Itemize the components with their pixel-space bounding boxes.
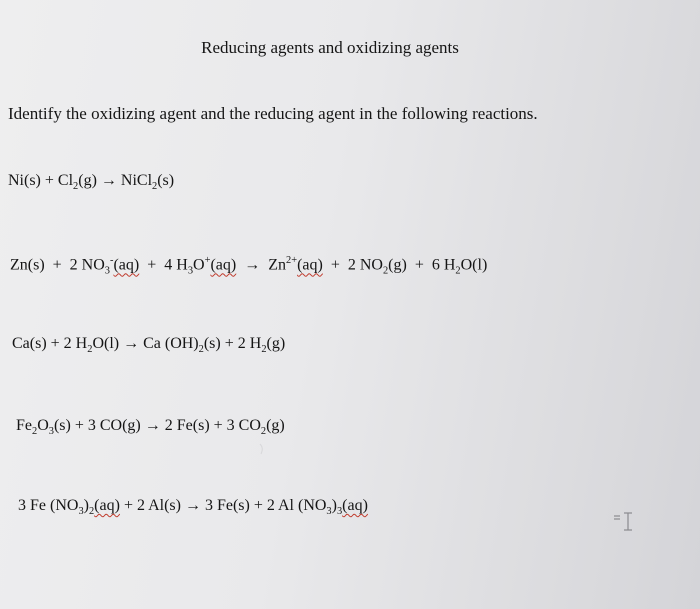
stray-pen-mark bbox=[258, 442, 268, 456]
instruction-text: Identify the oxidizing agent and the reducing agent in the following reactions. bbox=[8, 104, 538, 123]
equation-1: $Ni(s) + Cl_2(g)$ → NiCl$_2$(s) bbox=[8, 172, 175, 193]
equation-3: Ca(s) + 2 $H_2O(l) \to Ca$ $(OH)_2(s) + 2$ $H_2(g)$ bbox=[12, 335, 286, 356]
page-title: Reducing agents and oxidizing agents bbox=[201, 38, 459, 57]
equation-5: 3 Fe $(NO_3)_2(aq) + 2$ Al(s) → 3 Fe(s) + 2 Al $(NO_3)_3(aq)$ bbox=[18, 497, 368, 518]
equation-2: Zn(s) + 2 $NO_3^-(aq) + 4$ $H_3O^+(aq) \to Zn^{2+}(aq) + 2$ $NO_2(g) + 6$ $H_2O(l)$ bbox=[10, 255, 488, 277]
text-cursor-icon bbox=[612, 510, 638, 534]
equation-4: $Fe_2O_3(s) + 3$ CO(g) → 2 Fe(s) + 3 $CO_2(g)$ bbox=[16, 417, 285, 438]
